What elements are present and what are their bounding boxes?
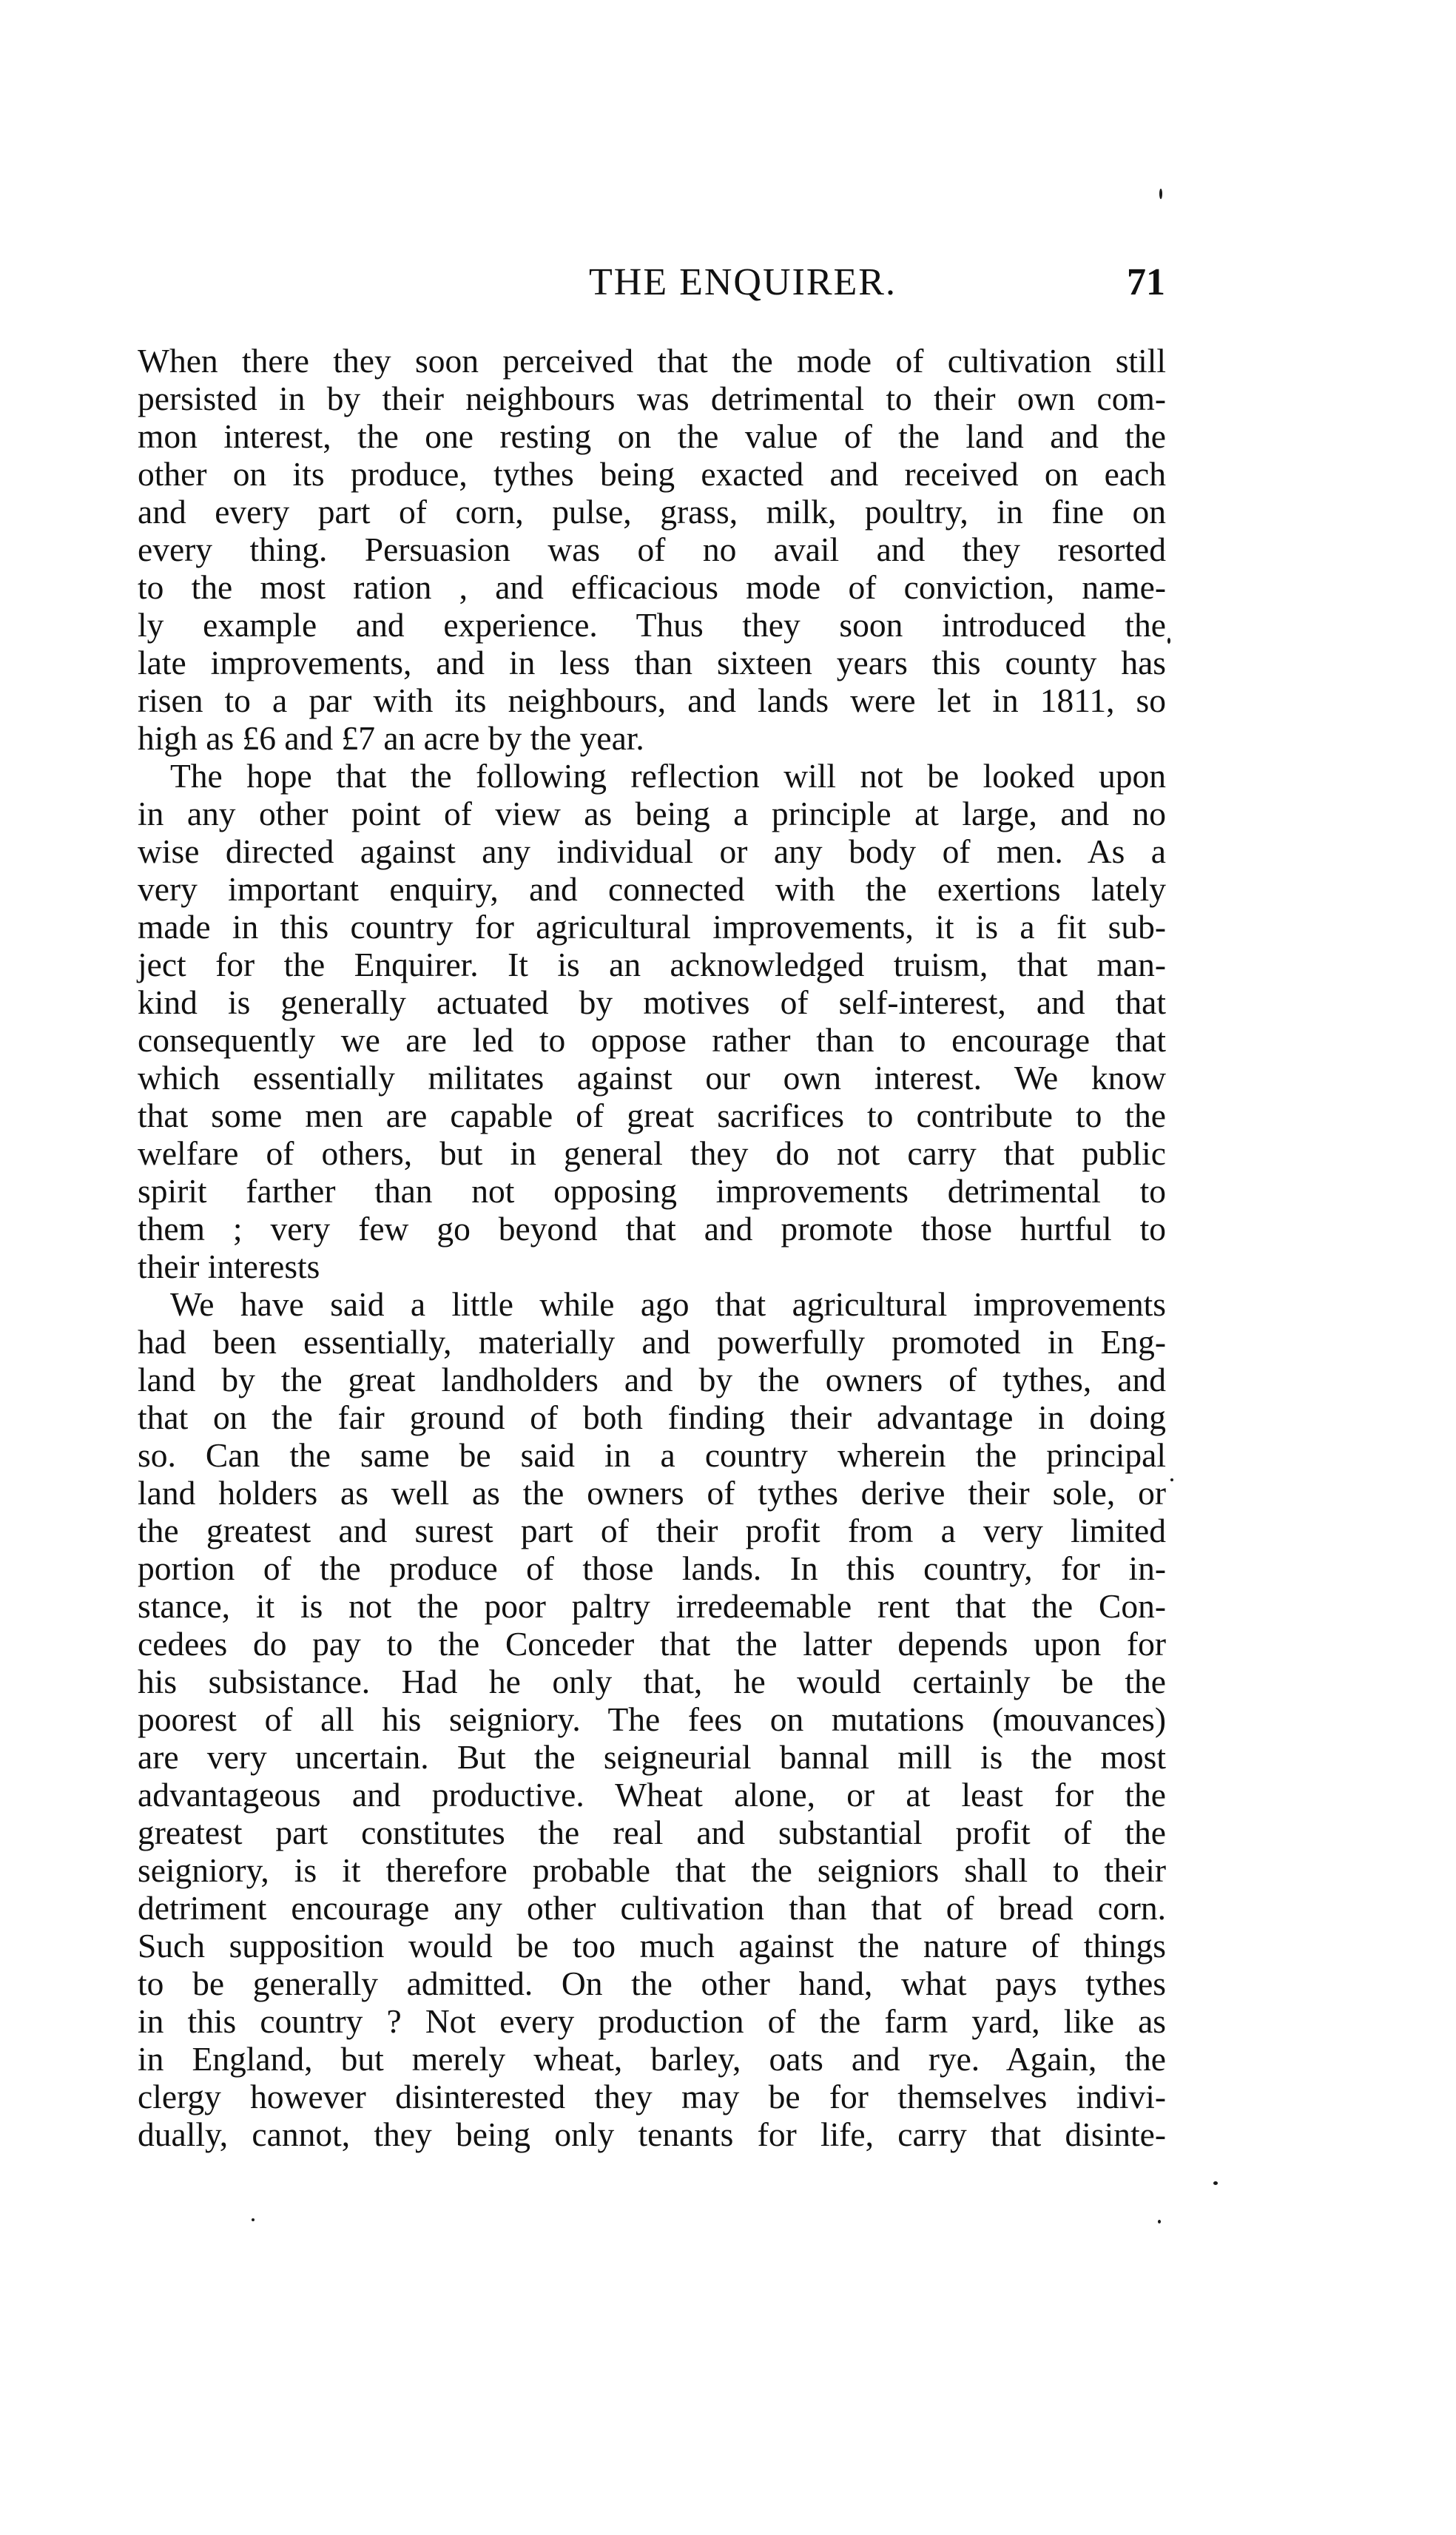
text-line: his subsistance. Had he only that, he would certainly be the	[138, 1663, 1166, 1700]
text-line: stance, it is not the poor paltry irredeemable rent that the Con-	[138, 1587, 1166, 1625]
text-line: in this country ? Not every production of the farm yard, like as	[138, 2002, 1166, 2040]
text-line: them ; very few go beyond that and promote those hurtful to	[138, 1210, 1166, 1248]
paragraph	[138, 757, 1166, 1285]
text-line: spirit farther than not opposing improvements detrimental to	[138, 1172, 1166, 1210]
text-line: their interests	[138, 1248, 320, 1285]
text-line: advantageous and productive. Wheat alone, or at least for the	[138, 1776, 1166, 1814]
text-line: Such supposition would be too much against the nature of things	[138, 1927, 1166, 1965]
scan-speck	[252, 2218, 255, 2221]
text-line: consequently we are led to oppose rather than to encourage that	[138, 1021, 1166, 1059]
paragraph	[138, 1285, 1166, 2153]
text-line: mon interest, the one resting on the value of the land and the	[138, 417, 1166, 455]
text-line: We have said a little while ago that agricultural improvements	[170, 1285, 1166, 1323]
text-line: portion of the produce of those lands. In this country, for in-	[138, 1549, 1166, 1587]
text-line: very important enquiry, and connected with the exertions lately	[138, 870, 1166, 908]
text-line: ly example and experience. Thus they soon introduced the	[138, 606, 1166, 644]
text-line: land by the great landholders and by the owners of tythes, and	[138, 1361, 1166, 1398]
text-line: cedees do pay to the Conceder that the latter depends upon for	[138, 1625, 1166, 1663]
text-line: made in this country for agricultural improvements, it is a fit sub-	[138, 908, 1166, 946]
text-line: kind is generally actuated by motives of self-interest, and that	[138, 983, 1166, 1021]
page-number: 71	[1127, 261, 1165, 303]
text-line: so. Can the same be said in a country wherein the principal	[138, 1436, 1166, 1474]
text-line: to be generally admitted. On the other hand, what pays tythes	[138, 1965, 1166, 2002]
text-line: The hope that the following reflection will not be looked upon	[170, 757, 1166, 795]
text-line: land holders as well as the owners of tythes derive their sole, or	[138, 1474, 1166, 1512]
text-line: persisted in by their neighbours was detrimental to their own com-	[138, 380, 1166, 417]
text-line: are very uncertain. But the seigneurial bannal mill is the most	[138, 1738, 1166, 1776]
text-line: high as £6 and £7 an acre by the year.	[138, 719, 644, 757]
scan-speck	[1213, 2181, 1218, 2185]
text-line: and every part of corn, pulse, grass, milk, poultry, in fine on	[138, 493, 1166, 531]
text-line: to the most ration , and efficacious mode of conviction, name-	[138, 568, 1166, 606]
text-line: risen to a par with its neighbours, and lands were let in 1811, so	[138, 681, 1166, 719]
scan-speck	[1158, 2220, 1161, 2223]
scan-speck	[1170, 1478, 1173, 1481]
text-line: seigniory, is it therefore probable that the seigniors shall to their	[138, 1851, 1166, 1889]
text-line: ject for the Enquirer. It is an acknowledged truism, that man-	[138, 946, 1166, 983]
text-line: that on the fair ground of both finding their advantage in doing	[138, 1398, 1166, 1436]
paragraph	[138, 342, 1166, 757]
text-line: clergy however disinterested they may be for themselves indivi-	[138, 2078, 1166, 2115]
text-line: greatest part constitutes the real and substantial profit of the	[138, 1814, 1166, 1851]
text-line: wise directed against any individual or any body of men. As a	[138, 832, 1166, 870]
body-text	[138, 342, 1166, 2153]
text-line: which essentially militates against our own interest. We know	[138, 1059, 1166, 1097]
text-line: every thing. Persuasion was of no avail and they resorted	[138, 531, 1166, 568]
text-line: late improvements, and in less than sixteen years this county has	[138, 644, 1166, 681]
text-line: in any other point of view as being a principle at large, and no	[138, 795, 1166, 832]
text-line: the greatest and surest part of their profit from a very limited	[138, 1512, 1166, 1549]
text-line: welfare of others, but in general they do not carry that public	[138, 1134, 1166, 1172]
scan-speck	[1159, 189, 1162, 199]
text-line: dually, cannot, they being only tenants for life, carry that disinte-	[138, 2115, 1166, 2153]
text-line: had been essentially, materially and powerfully promoted in Eng-	[138, 1323, 1166, 1361]
text-line: in England, but merely wheat, barley, oats and rye. Again, the	[138, 2040, 1166, 2078]
text-line: When there they soon perceived that the mode of cultivation still	[138, 342, 1166, 380]
running-head: THE ENQUIRER.	[589, 261, 897, 303]
scan-speck	[1167, 638, 1170, 644]
text-line: other on its produce, tythes being exacted and received on each	[138, 455, 1166, 493]
text-line: poorest of all his seigniory. The fees on mutations (mouvances)	[138, 1700, 1166, 1738]
text-line: that some men are capable of great sacrifices to contribute to the	[138, 1097, 1166, 1134]
text-line: detriment encourage any other cultivation than that of bread corn.	[138, 1889, 1166, 1927]
